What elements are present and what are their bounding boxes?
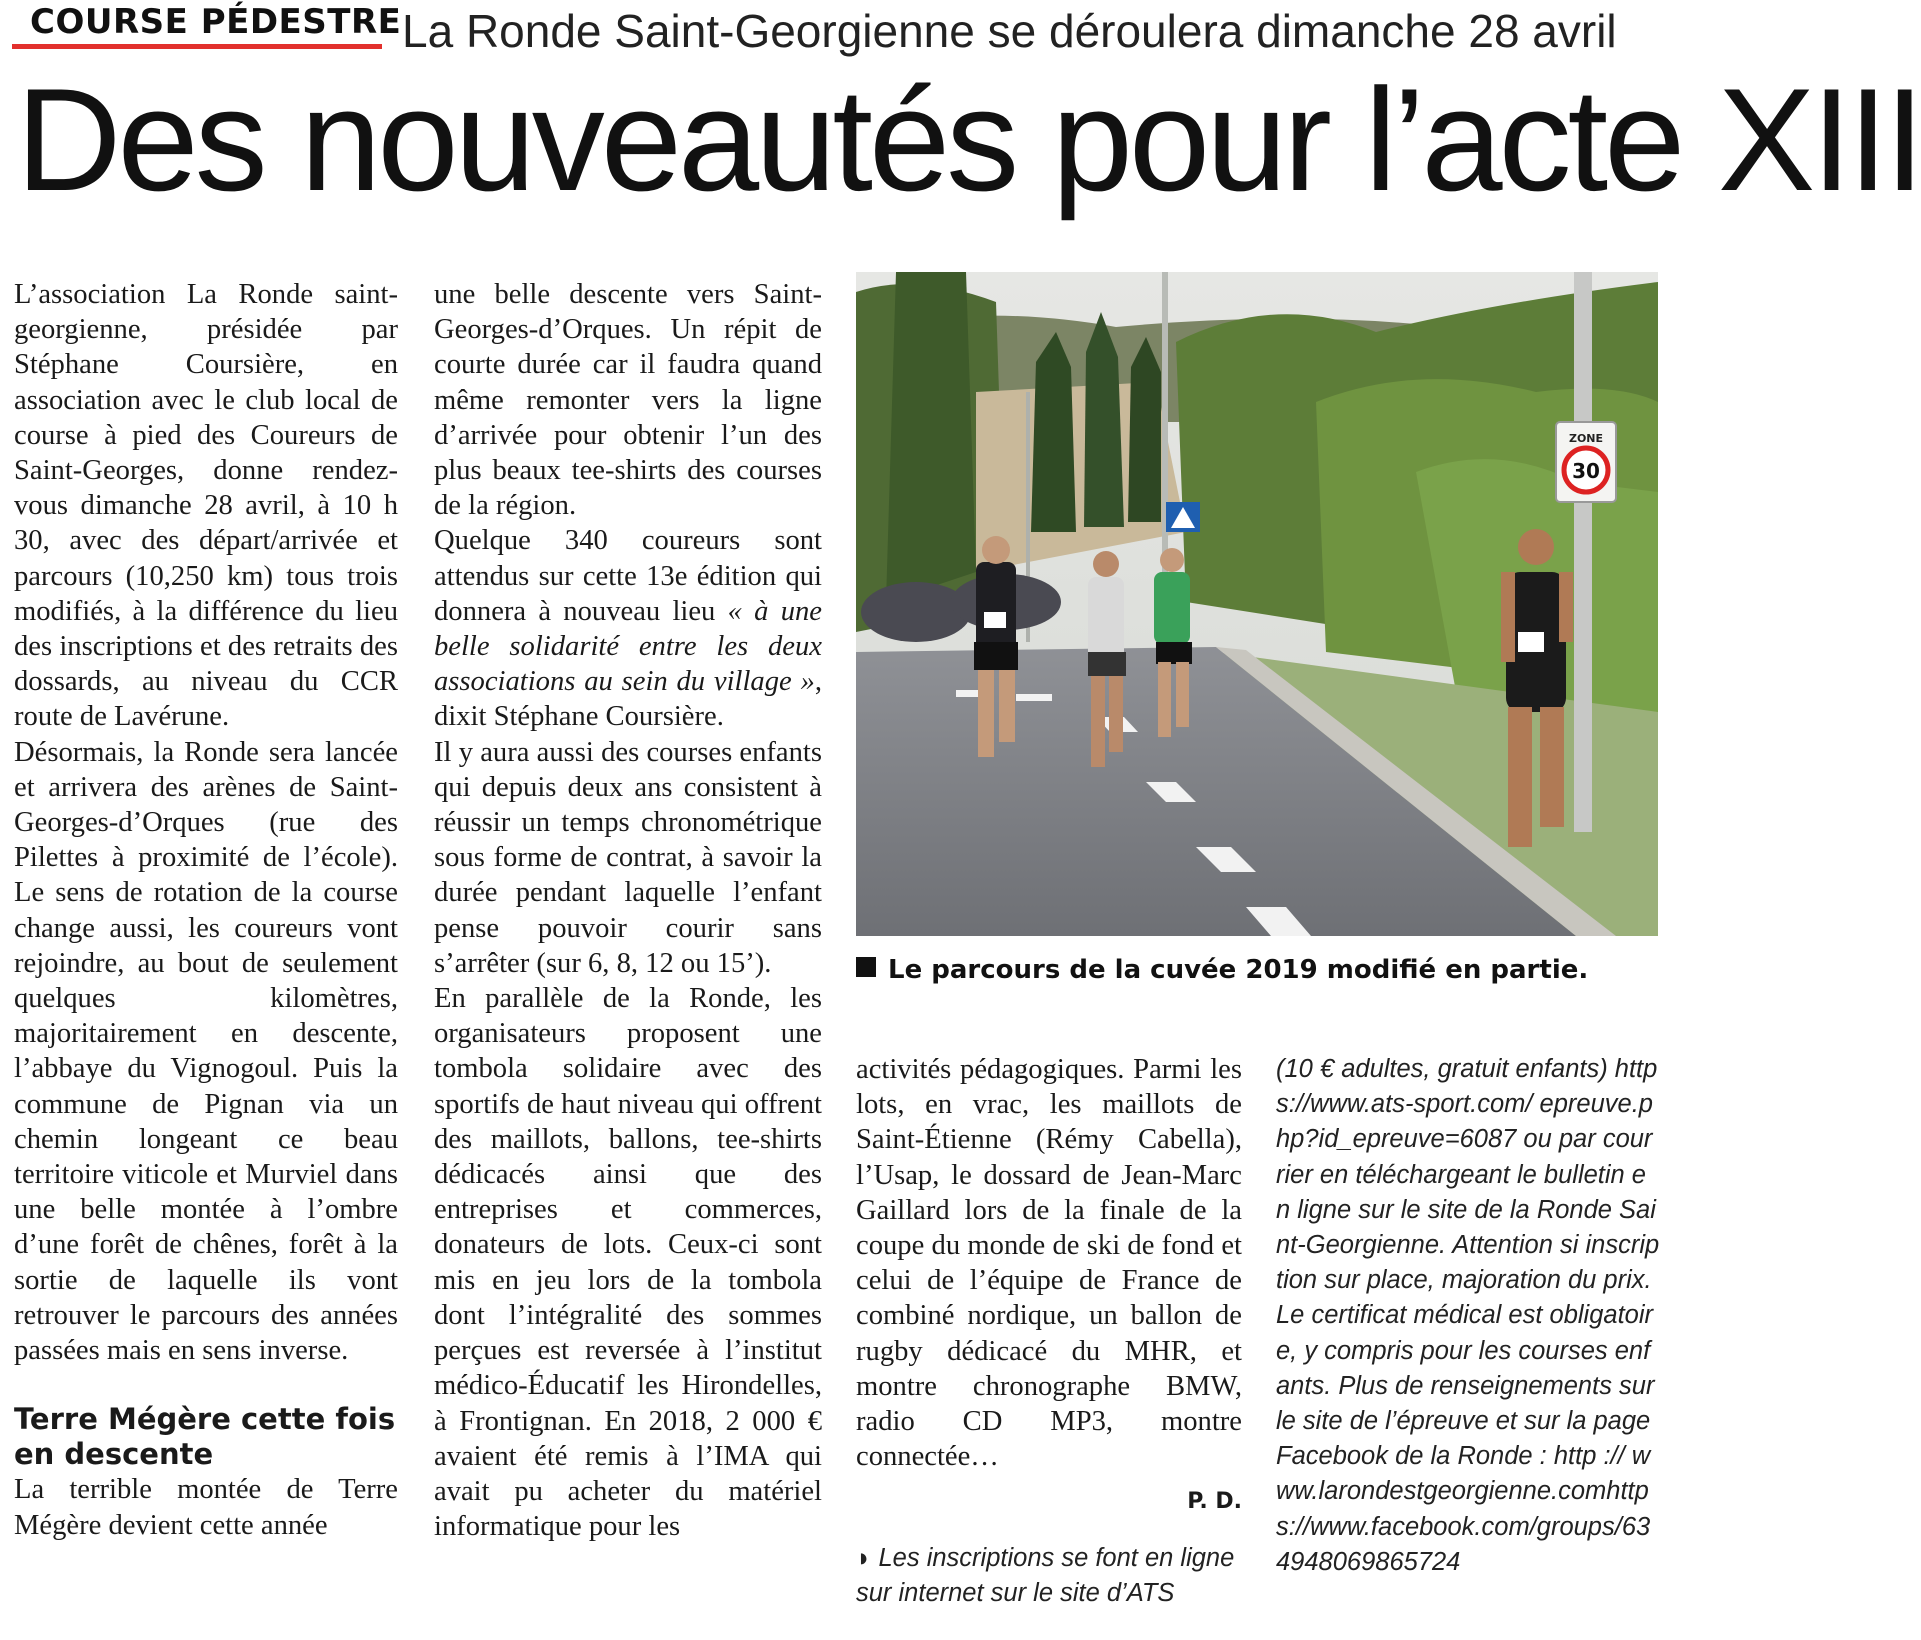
caption-bullet-icon <box>856 957 876 977</box>
paragraph: L’association La Ronde saint-georgienne, présidée par Stéphane Coursière, en association avec le club local de course à pied des Coureurs de Saint-Georges, donne rendez-vous dimanche 28 avril, à 10 h 30, avec des départ/arrivée et parcours (10,250 km) tous trois modifiés, à la différence du lieu des inscriptions et des retraits des dossards, au niveau du CCR route de Lavérune. <box>14 279 398 733</box>
quote: « à une belle solidarité entre les deux associations au sein du village » <box>434 595 822 698</box>
section-kicker: COURSE PÉDESTRE <box>30 2 402 42</box>
race-photo <box>856 272 1658 936</box>
paragraph: Désormais, la Ronde sera lancée et arrivera des arènes de Saint-Georges-d’Orques (rue des Pilettes à proximité de l’école). Le sens de rotation de la course change aussi, les coureurs vont rejoindre, au bout de seulement quelques kilomètres, majoritairement en descente, l’abbaye du Vignogoul. Puis la commune de Pignan via un chemin longeant ce beau territoire viticole et Murviel dans une belle montée à l’ombre d’une forêt de chênes, forêt à la sortie de laquelle ils vont retrouver le parcours des années passées mais en sens inverse. <box>14 736 398 1367</box>
sign-zone-text: ZONE <box>1568 432 1604 445</box>
article-column-1 <box>14 277 398 1543</box>
photo-caption <box>856 955 1588 985</box>
paragraph: une belle descente vers Saint-Georges-d’Orques. Un répit de courte durée car il faudra quand même remonter vers la ligne d’arrivée pour obtenir l’un des plus beaux tee-shirts des courses de la région. <box>434 279 822 522</box>
article-headline: Des nouveautés pour l’acte XIII <box>16 58 1921 221</box>
info-bullet-icon: ◗ <box>856 1544 879 1572</box>
section-subhead: Terre Mégère cette fois en descente <box>14 1402 396 1472</box>
paragraph: La terrible montée de Terre Mégère devient cette année <box>14 1474 398 1541</box>
sign-speed-text: 30 <box>1572 459 1600 483</box>
info-text: Les inscriptions se font en ligne sur internet sur le site d’ATS <box>856 1544 1235 1607</box>
info-text: (10 € adultes, gratuit enfants) https://www.ats-sport.com/ epreuve.php?id_epreuve=6087 ou par courrier en téléchargeant le bulletin en ligne sur le site de la Ronde Saint-Georgienne. Attention si inscription sur place, majoration du prix. Le certificat médical est obligatoire, y compris pour les courses enfants. Plus de renseignements sur le site de l’épreuve et sur la page Facebook de la Ronde : http :// www.larondestgeorgienne.comhttps://www.facebook.com/groups/634948069865724 <box>1276 1055 1660 1576</box>
kicker-underline <box>12 44 382 49</box>
paragraph: En parallèle de la Ronde, les organisateurs proposent une tombola solidaire avec des sportifs de haut niveau qui offrent des maillots, ballons, tee-shirts dédicacés ainsi que des entreprises et commerces, donateurs de lots. Ceux-ci sont mis en jeu lors de la tombola dont l’intégralité des sommes perçues est reversée à l’institut médico-Éducatif les Hirondelles, à Frontignan. En 2018, 2 000 € avaient été remis à l’IMA qui avait pu acheter du matériel informatique pour les <box>434 983 822 1543</box>
info-box-continued <box>1276 1052 1660 1580</box>
info-box-start <box>856 1541 1276 1611</box>
article-column-2 <box>434 277 822 1544</box>
caption-text: Le parcours de la cuvée 2019 modifié en partie. <box>888 955 1589 985</box>
paragraph-text: Quelque 340 coureurs sont attendus sur cette 13e édition qui donnera à nouveau lieu <box>434 525 822 627</box>
author-signature: P. D. <box>1187 1489 1242 1515</box>
article-subtitle: La Ronde Saint-Georgienne se déroulera dimanche 28 avril <box>402 5 1617 57</box>
paragraph <box>434 523 822 734</box>
article-column-3 <box>856 1052 1242 1520</box>
paragraph: Il y aura aussi des courses enfants qui depuis deux ans consistent à réussir un temps chronométrique sous forme de contrat, à savoir la durée pendant laquelle l’enfant pense pouvoir courir sans s’arrêter (sur 6, 8, 12 ou 15’). <box>434 736 822 979</box>
paragraph-text: , dixit Stéphane Coursière. <box>434 666 822 733</box>
paragraph: activités pédagogiques. Parmi les lots, en vrac, les maillots de Saint-Étienne (Rémy Cabella), l’Usap, le dossard de Jean-Marc Gaillard lors de la finale de la coupe du monde de ski de fond et celui de l’équipe de France de combiné nordique, un ballon de rugby dédicacé du MHR, et montre chronographe BMW, radio CD MP3, montre connectée… <box>856 1054 1242 1473</box>
